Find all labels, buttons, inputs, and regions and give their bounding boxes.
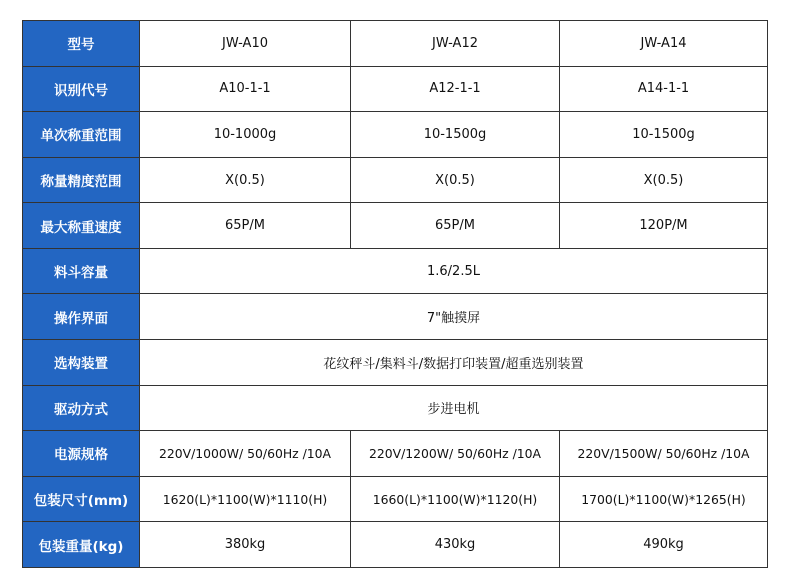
cell-max-speed-a10: 65P/M [140, 203, 351, 249]
cell-package-weight-a14: 490kg [560, 522, 768, 568]
cell-interface: 7"触摸屏 [140, 294, 768, 340]
cell-model-a14: JW-A14 [560, 21, 768, 67]
row-label-package-size: 包装尺寸(mm) [23, 476, 140, 522]
row-package-size [23, 476, 768, 522]
cell-id-code-a12: A12-1-1 [351, 66, 560, 112]
cell-weigh-range-a10: 10-1000g [140, 112, 351, 158]
row-label-package-weight: 包装重量(kg) [23, 522, 140, 568]
cell-power-a14: 220V/1500W/ 50/60Hz /10A [560, 431, 768, 477]
row-hopper-capacity [23, 248, 768, 294]
cell-power-a12: 220V/1200W/ 50/60Hz /10A [351, 431, 560, 477]
cell-package-weight-a10: 380kg [140, 522, 351, 568]
cell-accuracy-a10: X(0.5) [140, 157, 351, 203]
row-label-interface: 操作界面 [23, 294, 140, 340]
cell-power-a10: 220V/1000W/ 50/60Hz /10A [140, 431, 351, 477]
row-options [23, 340, 768, 386]
cell-model-a10: JW-A10 [140, 21, 351, 67]
row-weigh-range [23, 112, 768, 158]
cell-package-size-a10: 1620(L)*1100(W)*1110(H) [140, 476, 351, 522]
row-label-hopper-capacity: 料斗容量 [23, 248, 140, 294]
row-interface [23, 294, 768, 340]
row-label-id-code: 识别代号 [23, 66, 140, 112]
cell-drive: 步进电机 [140, 385, 768, 431]
row-label-model: 型号 [23, 21, 140, 67]
row-drive [23, 385, 768, 431]
spec-table [22, 20, 768, 568]
row-max-speed [23, 203, 768, 249]
cell-id-code-a10: A10-1-1 [140, 66, 351, 112]
row-package-weight [23, 522, 768, 568]
row-label-max-speed: 最大称重速度 [23, 203, 140, 249]
row-label-weigh-range: 单次称重范围 [23, 112, 140, 158]
cell-max-speed-a14: 120P/M [560, 203, 768, 249]
cell-package-size-a12: 1660(L)*1100(W)*1120(H) [351, 476, 560, 522]
cell-hopper-capacity: 1.6/2.5L [140, 248, 768, 294]
cell-accuracy-a12: X(0.5) [351, 157, 560, 203]
row-label-drive: 驱动方式 [23, 385, 140, 431]
cell-model-a12: JW-A12 [351, 21, 560, 67]
row-label-power: 电源规格 [23, 431, 140, 477]
row-accuracy [23, 157, 768, 203]
cell-weigh-range-a12: 10-1500g [351, 112, 560, 158]
cell-id-code-a14: A14-1-1 [560, 66, 768, 112]
row-id-code [23, 66, 768, 112]
cell-options: 花纹秤斗/集料斗/数据打印装置/超重选别装置 [140, 340, 768, 386]
row-label-accuracy: 称量精度范围 [23, 157, 140, 203]
row-label-options: 选构装置 [23, 340, 140, 386]
row-power [23, 431, 768, 477]
cell-max-speed-a12: 65P/M [351, 203, 560, 249]
cell-package-size-a14: 1700(L)*1100(W)*1265(H) [560, 476, 768, 522]
cell-package-weight-a12: 430kg [351, 522, 560, 568]
row-model [23, 21, 768, 67]
cell-accuracy-a14: X(0.5) [560, 157, 768, 203]
cell-weigh-range-a14: 10-1500g [560, 112, 768, 158]
